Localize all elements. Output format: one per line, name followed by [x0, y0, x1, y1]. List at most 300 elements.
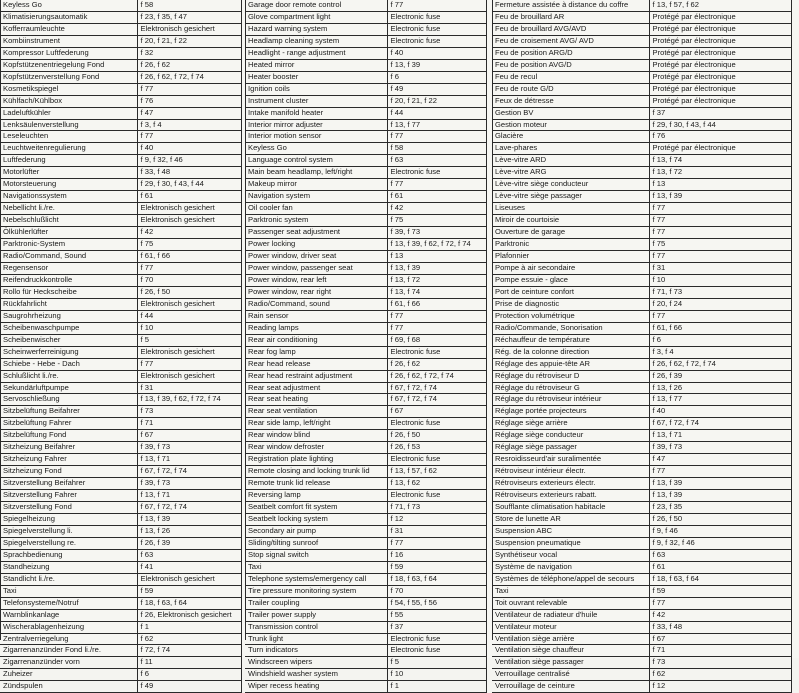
component-name: Gestion moteur	[492, 119, 649, 131]
fuse-assignment: f 33, f 48	[137, 167, 241, 179]
component-name: Spiegelverstellung li.	[0, 525, 137, 537]
fuse-assignment: f 67, f 72, f 74	[649, 418, 791, 430]
fuse-assignment: f 39, f 73	[137, 478, 241, 490]
component-name: Spiegelverstellung re.	[0, 537, 137, 549]
fuse-assignment: f 13, f 72	[387, 274, 486, 286]
table-row	[245, 633, 486, 645]
fuse-assignment: f 77	[649, 227, 791, 239]
table-row	[245, 502, 486, 514]
fuse-assignment: f 23, f 35, f 47	[137, 11, 241, 23]
table-row	[492, 585, 791, 597]
table-row	[245, 478, 486, 490]
fuse-assignment: Protégé par électronique	[649, 35, 791, 47]
table-row	[0, 119, 241, 131]
table-row	[0, 59, 241, 71]
component-name: Power window, rear left	[245, 274, 387, 286]
fuse-assignment: Protégé par électronique	[649, 11, 791, 23]
fuse-assignment: Elektronisch gesichert	[137, 23, 241, 35]
fuse-assignment: f 42	[387, 203, 486, 215]
component-name: Rear window defroster	[245, 442, 387, 454]
component-name: Headlamp cleaning system	[245, 35, 387, 47]
table-row	[0, 262, 241, 274]
component-name: Systèmes de téléphone/appel de secours	[492, 573, 649, 585]
panel-divider	[245, 0, 246, 640]
table-row	[492, 131, 791, 143]
fuse-assignment: Protégé par électronique	[649, 23, 791, 35]
table-row	[245, 191, 486, 203]
table-row	[245, 609, 486, 621]
table-row	[0, 645, 241, 657]
table-row	[0, 585, 241, 597]
fuse-assignment: f 44	[137, 310, 241, 322]
table-row	[492, 597, 791, 609]
table-row	[245, 561, 486, 573]
fuse-table	[245, 0, 487, 693]
fuse-assignment: Electronic fuse	[387, 490, 486, 502]
table-row	[245, 537, 486, 549]
table-row	[245, 274, 486, 286]
fuse-assignment: f 63	[137, 549, 241, 561]
fuse-assignment: f 3, f 4	[649, 346, 791, 358]
table-row	[0, 23, 241, 35]
component-name: Toit ouvrant relevable	[492, 597, 649, 609]
component-name: Power locking	[245, 239, 387, 251]
table-row	[0, 597, 241, 609]
component-name: Servoschließung	[0, 394, 137, 406]
table-row	[492, 107, 791, 119]
fuse-assignment: Elektronisch gesichert	[137, 346, 241, 358]
table-row	[0, 669, 241, 681]
table-row	[245, 346, 486, 358]
table-row	[492, 346, 791, 358]
fuse-assignment: Electronic fuse	[387, 346, 486, 358]
fuse-table-german	[0, 0, 241, 691]
fuse-assignment: f 13	[649, 179, 791, 191]
fuse-assignment: f 77	[387, 0, 486, 11]
component-name: Tire pressure monitoring system	[245, 585, 387, 597]
table-row	[245, 657, 486, 669]
table-row	[0, 215, 241, 227]
table-row	[245, 215, 486, 227]
table-row	[245, 418, 486, 430]
fuse-assignment: f 67, f 72, f 74	[387, 382, 486, 394]
fuse-assignment: f 77	[649, 251, 791, 263]
component-name: Kosmetikspiegel	[0, 83, 137, 95]
table-row	[0, 382, 241, 394]
component-name: Nebellicht li./re.	[0, 203, 137, 215]
table-row	[245, 442, 486, 454]
table-row	[245, 47, 486, 59]
component-name: Navigationssystem	[0, 191, 137, 203]
table-row	[0, 322, 241, 334]
table-row	[245, 131, 486, 143]
fuse-assignment: Electronic fuse	[387, 23, 486, 35]
table-row	[492, 513, 791, 525]
component-name: Transmission control	[245, 621, 387, 633]
fuse-assignment: f 77	[387, 322, 486, 334]
component-name: Réglage du rétroviseur D	[492, 370, 649, 382]
component-name: Rear head restraint adjustment	[245, 370, 387, 382]
component-name: Interior motion sensor	[245, 131, 387, 143]
fuse-assignment: f 77	[137, 131, 241, 143]
fuse-assignment: f 13, f 77	[387, 119, 486, 131]
component-name: Secondary air pump	[245, 525, 387, 537]
fuse-assignment: f 13, f 57, f 62	[387, 466, 486, 478]
table-row	[0, 513, 241, 525]
table-row	[0, 167, 241, 179]
table-row	[492, 382, 791, 394]
table-row	[0, 490, 241, 502]
table-row	[0, 358, 241, 370]
table-row	[492, 47, 791, 59]
component-name: Remote closing and locking trunk lid	[245, 466, 387, 478]
component-name: Garage door remote control	[245, 0, 387, 11]
component-name: Leseleuchten	[0, 131, 137, 143]
component-name: Klimatisierungsautomatik	[0, 11, 137, 23]
table-row	[245, 585, 486, 597]
fuse-table	[492, 0, 792, 693]
fuse-assignment: f 26, f 62	[137, 59, 241, 71]
table-row	[0, 430, 241, 442]
component-name: Schlußlicht li./re.	[0, 370, 137, 382]
component-name: Rear fog lamp	[245, 346, 387, 358]
fuse-assignment: f 62	[649, 669, 791, 681]
component-name: Wischerablagenheizung	[0, 621, 137, 633]
component-name: Makeup mirror	[245, 179, 387, 191]
component-name: Sitzbelüftung Beifahrer	[0, 406, 137, 418]
component-name: Verrouillage centralisé	[492, 669, 649, 681]
fuse-assignment: f 13, f 39	[649, 191, 791, 203]
fuse-assignment: f 71	[649, 645, 791, 657]
table-row	[492, 95, 791, 107]
table-row	[492, 167, 791, 179]
component-name: Réglage portée projecteurs	[492, 406, 649, 418]
table-row	[492, 227, 791, 239]
fuse-assignment: f 67, f 72, f 74	[387, 394, 486, 406]
fuse-assignment: f 71	[137, 418, 241, 430]
component-name: Rear window blind	[245, 430, 387, 442]
fuse-assignment: Protégé par électronique	[649, 83, 791, 95]
table-row	[0, 681, 241, 693]
component-name: Réchauffeur de température	[492, 334, 649, 346]
fuse-assignment: f 77	[649, 597, 791, 609]
fuse-assignment: Elektronisch gesichert	[137, 203, 241, 215]
table-row	[492, 179, 791, 191]
component-name: Motorlüfter	[0, 167, 137, 179]
component-name: Rear seat ventilation	[245, 406, 387, 418]
fuse-assignment: f 1	[387, 681, 486, 693]
component-name: Parktronic-System	[0, 239, 137, 251]
table-row	[492, 298, 791, 310]
table-row	[492, 310, 791, 322]
panel-divider	[0, 0, 1, 640]
fuse-assignment: f 13, f 71	[137, 454, 241, 466]
fuse-assignment: f 16	[387, 549, 486, 561]
component-name: Glove compartment light	[245, 11, 387, 23]
table-row	[0, 454, 241, 466]
fuse-assignment: f 62	[137, 633, 241, 645]
component-name: Standlicht li./re.	[0, 573, 137, 585]
component-name: Ignition coils	[245, 83, 387, 95]
fuse-assignment: f 13, f 39	[387, 262, 486, 274]
fuse-assignment: f 26, f 53	[387, 442, 486, 454]
component-name: Rückfahrlicht	[0, 298, 137, 310]
component-name: Synthétiseur vocal	[492, 549, 649, 561]
fuse-assignment: f 26, f 39	[649, 370, 791, 382]
table-row	[492, 203, 791, 215]
fuse-assignment: f 39, f 73	[387, 227, 486, 239]
fuse-assignment: f 12	[649, 681, 791, 693]
fuse-assignment: f 67, f 72, f 74	[137, 502, 241, 514]
fuse-assignment: f 49	[137, 681, 241, 693]
component-name: Spiegelheizung	[0, 513, 137, 525]
table-row	[245, 549, 486, 561]
fuse-assignment: f 61	[387, 191, 486, 203]
table-row	[0, 418, 241, 430]
table-row	[245, 310, 486, 322]
component-name: Keyless Go	[245, 143, 387, 155]
table-row	[0, 35, 241, 47]
component-name: Sitzverstellung Fahrer	[0, 490, 137, 502]
component-name: Scheibenwischer	[0, 334, 137, 346]
component-name: Ouverture de garage	[492, 227, 649, 239]
fuse-assignment: f 49	[387, 83, 486, 95]
component-name: Sitzverstellung Beifahrer	[0, 478, 137, 490]
component-name: Radio/Command, sound	[245, 298, 387, 310]
component-name: Zigarrenanzünder Fond li./re.	[0, 645, 137, 657]
fuse-assignment: f 26, f 62	[387, 358, 486, 370]
table-row	[245, 203, 486, 215]
component-name: Remote trunk lid release	[245, 478, 387, 490]
component-name: Miroir de courtoisie	[492, 215, 649, 227]
fuse-assignment: f 61	[649, 561, 791, 573]
fuse-assignment: f 77	[137, 262, 241, 274]
component-name: Passenger seat adjustment	[245, 227, 387, 239]
fuse-assignment: f 47	[649, 454, 791, 466]
fuse-assignment: f 13, f 71	[137, 490, 241, 502]
fuse-assignment: f 26, f 62, f 72, f 74	[649, 358, 791, 370]
component-name: Suspension pneumatique	[492, 537, 649, 549]
table-row	[492, 609, 791, 621]
table-row	[245, 513, 486, 525]
table-row	[492, 633, 791, 645]
component-name: Ventilation siège arrière	[492, 633, 649, 645]
component-name: Réglage siège passager	[492, 442, 649, 454]
component-name: Ventilateur de radiateur d'huile	[492, 609, 649, 621]
table-row	[0, 239, 241, 251]
table-row	[0, 406, 241, 418]
component-name: Language control system	[245, 155, 387, 167]
component-name: Sitzbelüftung Fahrer	[0, 418, 137, 430]
fuse-assignment: f 63	[387, 155, 486, 167]
table-row	[0, 394, 241, 406]
table-row	[245, 251, 486, 263]
component-name: Main beam headlamp, left/right	[245, 167, 387, 179]
table-row	[492, 358, 791, 370]
fuse-assignment: f 58	[387, 143, 486, 155]
component-name: Rear head release	[245, 358, 387, 370]
table-row	[492, 418, 791, 430]
component-name: Liseuses	[492, 203, 649, 215]
fuse-assignment: f 6	[387, 71, 486, 83]
fuse-assignment: f 59	[387, 561, 486, 573]
component-name: Trailer power supply	[245, 609, 387, 621]
table-row	[0, 95, 241, 107]
fuse-assignment: f 29, f 30, f 43, f 44	[649, 119, 791, 131]
component-name: Lenksäulenverstellung	[0, 119, 137, 131]
table-row	[0, 442, 241, 454]
fuse-assignment: Elektronisch gesichert	[137, 573, 241, 585]
component-name: Ventilation siège passager	[492, 657, 649, 669]
component-name: Sitzbelüftung Fond	[0, 430, 137, 442]
table-row	[245, 35, 486, 47]
component-name: Resroidisseurd'air suralimentée	[492, 454, 649, 466]
fuse-assignment: f 76	[649, 131, 791, 143]
fuse-assignment: f 26, f 50	[137, 286, 241, 298]
component-name: Sitzheizung Fond	[0, 466, 137, 478]
table-row	[492, 645, 791, 657]
fuse-assignment: Electronic fuse	[387, 454, 486, 466]
component-name: Plafonnier	[492, 251, 649, 263]
fuse-assignment: f 61, f 66	[137, 251, 241, 263]
component-name: Lève-vitre siège conducteur	[492, 179, 649, 191]
table-row	[492, 155, 791, 167]
fuse-assignment: f 61, f 66	[649, 322, 791, 334]
component-name: Reversing lamp	[245, 490, 387, 502]
component-name: Feu de position ARG/D	[492, 47, 649, 59]
component-name: Port de ceinture confort	[492, 286, 649, 298]
fuse-assignment: f 13, f 77	[649, 394, 791, 406]
component-name: Standheizung	[0, 561, 137, 573]
fuse-assignment: f 18, f 63, f 64	[649, 573, 791, 585]
table-row	[245, 406, 486, 418]
table-row	[492, 669, 791, 681]
fuse-assignment: f 77	[649, 466, 791, 478]
table-row	[492, 657, 791, 669]
component-name: Power window, passenger seat	[245, 262, 387, 274]
panel-divider	[492, 0, 493, 640]
fuse-assignment: f 75	[137, 239, 241, 251]
fuse-assignment: f 37	[387, 621, 486, 633]
table-row	[245, 143, 486, 155]
fuse-assignment: f 61	[137, 191, 241, 203]
component-name: Wiper recess heating	[245, 681, 387, 693]
fuse-assignment: f 20, f 24	[649, 298, 791, 310]
table-row	[245, 83, 486, 95]
fuse-assignment: f 75	[649, 239, 791, 251]
table-row	[0, 203, 241, 215]
table-row	[0, 549, 241, 561]
table-row	[0, 11, 241, 23]
table-row	[0, 0, 241, 11]
fuse-assignment: f 42	[137, 227, 241, 239]
fuse-assignment: f 18, f 63, f 64	[387, 573, 486, 585]
fuse-assignment: f 26, f 62, f 72, f 74	[137, 71, 241, 83]
fuse-assignment: Elektronisch gesichert	[137, 215, 241, 227]
component-name: Radio/Command, Sound	[0, 251, 137, 263]
fuse-assignment: f 26, f 50	[649, 513, 791, 525]
component-name: Lave-phares	[492, 143, 649, 155]
fuse-assignment: f 9, f 32, f 46	[137, 155, 241, 167]
component-name: Lève-vitre ARG	[492, 167, 649, 179]
fuse-assignment: f 73	[649, 657, 791, 669]
table-row	[245, 286, 486, 298]
table-row	[492, 0, 791, 11]
component-name: Gestion BV	[492, 107, 649, 119]
table-row	[0, 83, 241, 95]
fuse-assignment: f 10	[137, 322, 241, 334]
component-name: Rear seat adjustment	[245, 382, 387, 394]
table-row	[492, 549, 791, 561]
component-name: Kopfstützenverstellung Fond	[0, 71, 137, 83]
table-row	[245, 621, 486, 633]
fuse-table-french	[492, 0, 791, 691]
table-row	[0, 131, 241, 143]
component-name: Kopfstützenentriegelung Fond	[0, 59, 137, 71]
fuse-assignment: f 13, f 74	[387, 286, 486, 298]
component-name: Feu de route G/D	[492, 83, 649, 95]
table-row	[0, 47, 241, 59]
component-name: Sitzheizung Beifahrer	[0, 442, 137, 454]
fuse-assignment: f 47	[137, 107, 241, 119]
table-row	[0, 502, 241, 514]
table-row	[492, 525, 791, 537]
component-name: Suspension ABC	[492, 525, 649, 537]
table-row	[492, 370, 791, 382]
component-name: Feux de détresse	[492, 95, 649, 107]
table-row	[492, 334, 791, 346]
fuse-assignment: Elektronisch gesichert	[137, 298, 241, 310]
fuse-assignment: f 71, f 73	[387, 502, 486, 514]
table-row	[245, 466, 486, 478]
fuse-assignment: Electronic fuse	[387, 167, 486, 179]
fuse-assignment: Electronic fuse	[387, 633, 486, 645]
table-row	[245, 430, 486, 442]
fuse-assignment: f 41	[137, 561, 241, 573]
component-name: Trunk light	[245, 633, 387, 645]
component-name: Taxi	[492, 585, 649, 597]
table-row	[245, 394, 486, 406]
fuse-assignment: f 26, f 39	[137, 537, 241, 549]
fuse-assignment: f 9, f 32, f 46	[649, 537, 791, 549]
fuse-assignment: f 59	[137, 585, 241, 597]
table-row	[0, 478, 241, 490]
component-name: Soufflante climatisation habitacle	[492, 502, 649, 514]
table-row	[0, 251, 241, 263]
table-row	[492, 59, 791, 71]
fuse-assignment: f 70	[387, 585, 486, 597]
table-row	[245, 59, 486, 71]
table-row	[492, 478, 791, 490]
fuse-assignment: f 72, f 74	[137, 645, 241, 657]
fuse-assignment: f 77	[387, 179, 486, 191]
fuse-assignment: f 33, f 48	[649, 621, 791, 633]
fuse-assignment: Protégé par électronique	[649, 95, 791, 107]
component-name: Pompe à air secondaire	[492, 262, 649, 274]
table-row	[492, 191, 791, 203]
component-name: Ölkühlerlüfter	[0, 227, 137, 239]
component-name: Zentralverriegelung	[0, 633, 137, 645]
table-row	[492, 406, 791, 418]
fuse-assignment: f 70	[137, 274, 241, 286]
component-name: Ventilateur moteur	[492, 621, 649, 633]
component-name: Telephone systems/emergency call	[245, 573, 387, 585]
component-name: Parktronic system	[245, 215, 387, 227]
table-row	[245, 573, 486, 585]
table-row	[0, 657, 241, 669]
fuse-assignment: f 13, f 39, f 62, f 72, f 74	[137, 394, 241, 406]
component-name: Headlight - range adjustment	[245, 47, 387, 59]
